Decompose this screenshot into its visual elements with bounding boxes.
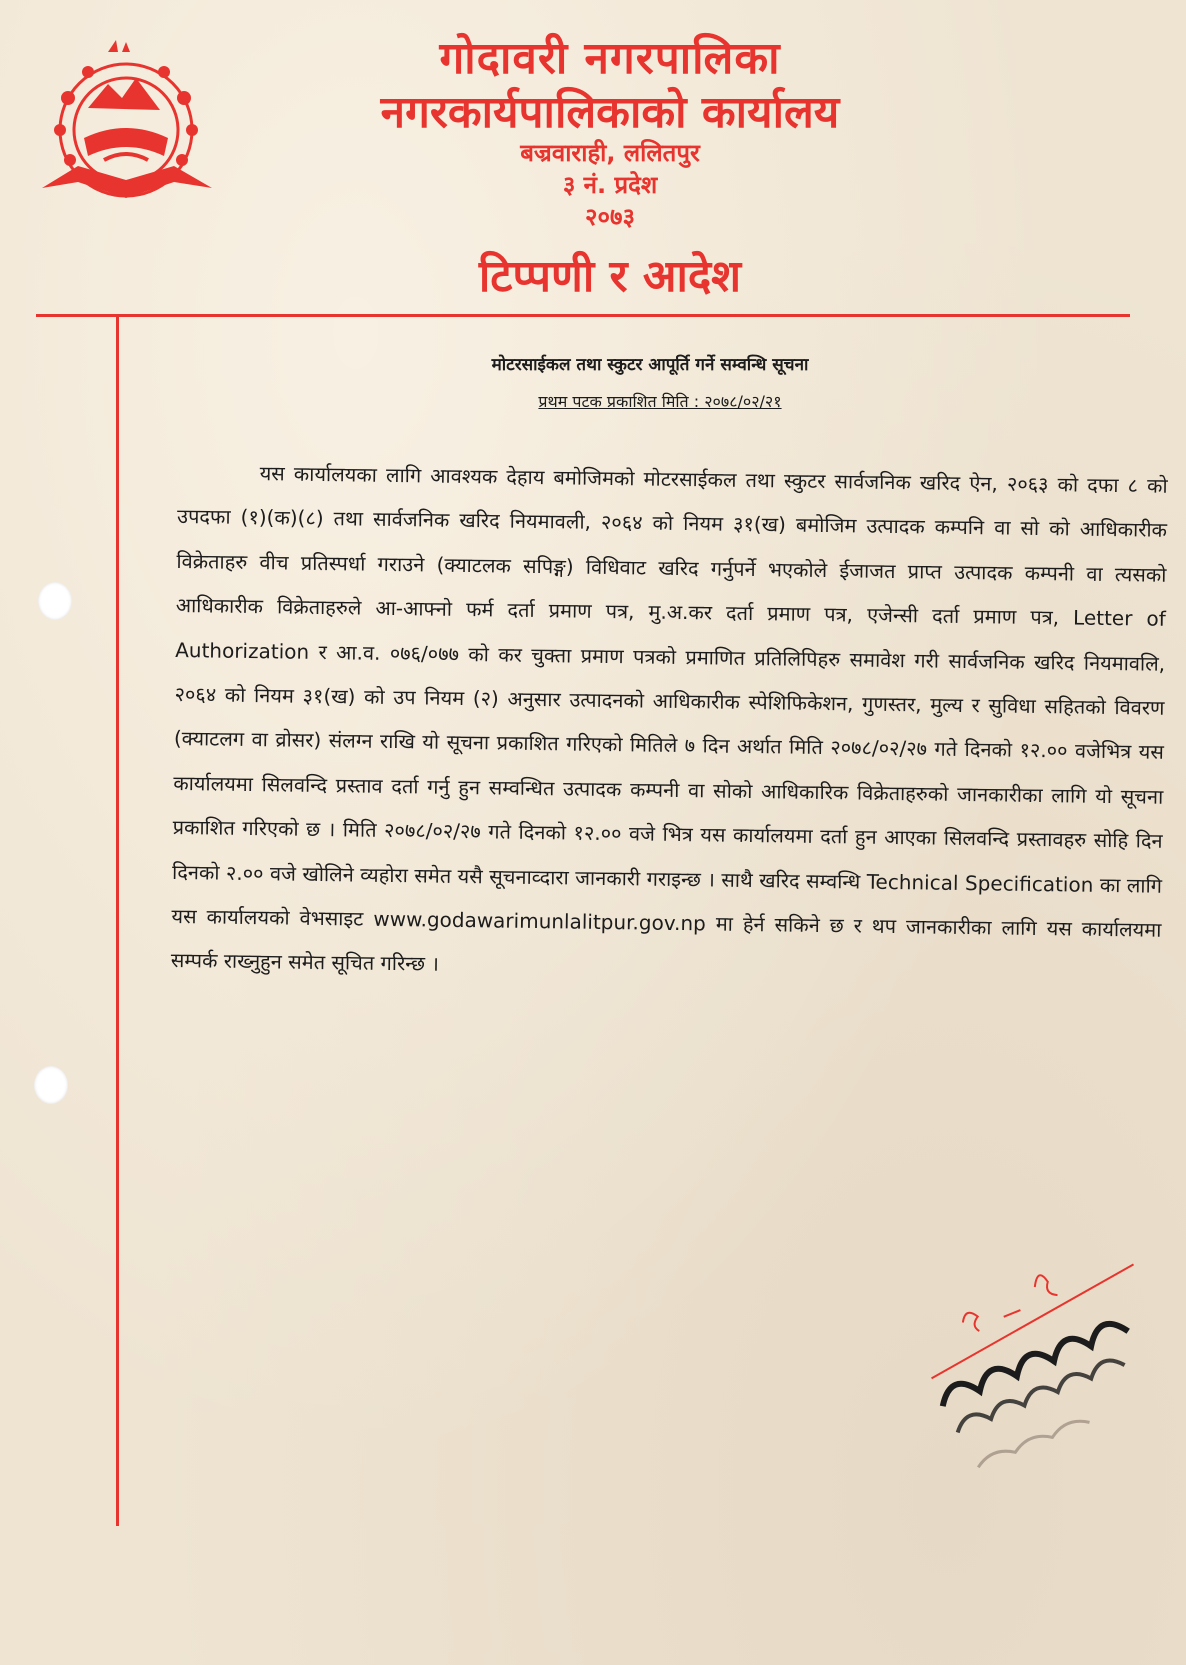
office-address: बज्रवाराही, ललितपुर bbox=[520, 139, 700, 167]
nepal-emblem-icon bbox=[38, 38, 216, 210]
document-type-title: टिप्पणी र आदेश bbox=[478, 251, 742, 302]
notice-body: यस कार्यालयका लागि आवश्यक देहाय बमोजिमको मोटरसाईकल तथा स्कुटर सार्वजनिक खरिद ऐन, २०६३ को दफा ८ को उपदफा (१)(क)(८) तथा सार्वजनिक खरिद नियमावली, २०६४ को नियम ३१(ख) बमोजिम उत्पादक कम्पनि वा सो को आधिकारीक विक्रेताहरु वीच प्रतिस्पर्धा गराउने (क्याटलक सपिङ्ग) विधिवाट खरिद गर्नुपर्ने भएकोले ईजाजत प्राप्त उत्पादक कम्पनी वा त्यसको आधिकारीक विक्रेताहरुले आ-आफ्नो फर्म दर्ता प्रमाण पत्र, मु.अ.कर दर्ता प्रमाण पत्र, एजेन्सी दर्ता प्रमाण पत्र, Letter of Authorization र आ.व. ०७६/०७७ को कर चुक्ता प्रमाण पत्रको प्रमाणित प्रतिलिपिहरु समावेश गरी सार्वजनिक खरिद नियमावलि, २०६४ को नियम ३१(ख) को उप नियम (२) अनुसार उत्पादनको आधिकारीक स्पेशिफिकेशन, गुणस्तर, मुल्य र सुविधा सहितको विवरण (क्याटलग वा व्रोसर) संलग्न राखि यो सूचना प्रकाशित गरिएको मितिले ७ दिन अर्थात मिति २०७८/०२/२७ गते दिनको १२.०० वजेभित्र यस कार्यालयमा सिलवन्दि प्रस्ताव दर्ता गर्नु हुन सम्वन्धित उत्पादक कम्पनी वा सोको आधिकारिक विक्रेताहरुको जानकारीका लागि यो सूचना प्रकाशित गरिएको छ । मिति २०७८/०२/२७ गते दिनको १२.०० वजे भित्र यस कार्यालयमा दर्ता हुन आएका सिलवन्दि प्रस्तावहरु सोहि दिन दिनको २.०० वजे खोलिने व्यहोरा समेत यसै सूचनाव्दारा जानकारी गराइन्छ । साथै खरिद सम्वन्धि Technical Specification का लागि यस कार्यालयको वेभसाइट www.godawarimunlalitpur.gov.np मा हेर्न सकिने छ र थप जानकारीका लागि यस कार्यालयमा सम्पर्क राख्नुहुन समेत सूचित गरिन्छ । bbox=[170, 461, 1168, 977]
punch-hole bbox=[38, 582, 72, 620]
margin-line bbox=[116, 316, 119, 1526]
notice-subject: मोटरसाईकल तथा स्कुटर आपूर्ति गर्ने सम्वन्धि सूचना bbox=[491, 355, 809, 375]
header-divider bbox=[36, 314, 1130, 317]
office-name: नगरकार्यपालिकाको कार्यालय bbox=[380, 87, 840, 138]
municipality-name: गोदावरी नगरपालिका bbox=[439, 33, 781, 84]
province: ३ नं. प्रदेश bbox=[562, 171, 658, 199]
published-date: प्रथम पटक प्रकाशित मिति : २०७८/०२/२१ bbox=[538, 392, 782, 411]
letterhead-year: २०७३ bbox=[585, 203, 635, 231]
punch-hole bbox=[34, 1066, 68, 1104]
official-signature-stamp bbox=[930, 1262, 1180, 1492]
